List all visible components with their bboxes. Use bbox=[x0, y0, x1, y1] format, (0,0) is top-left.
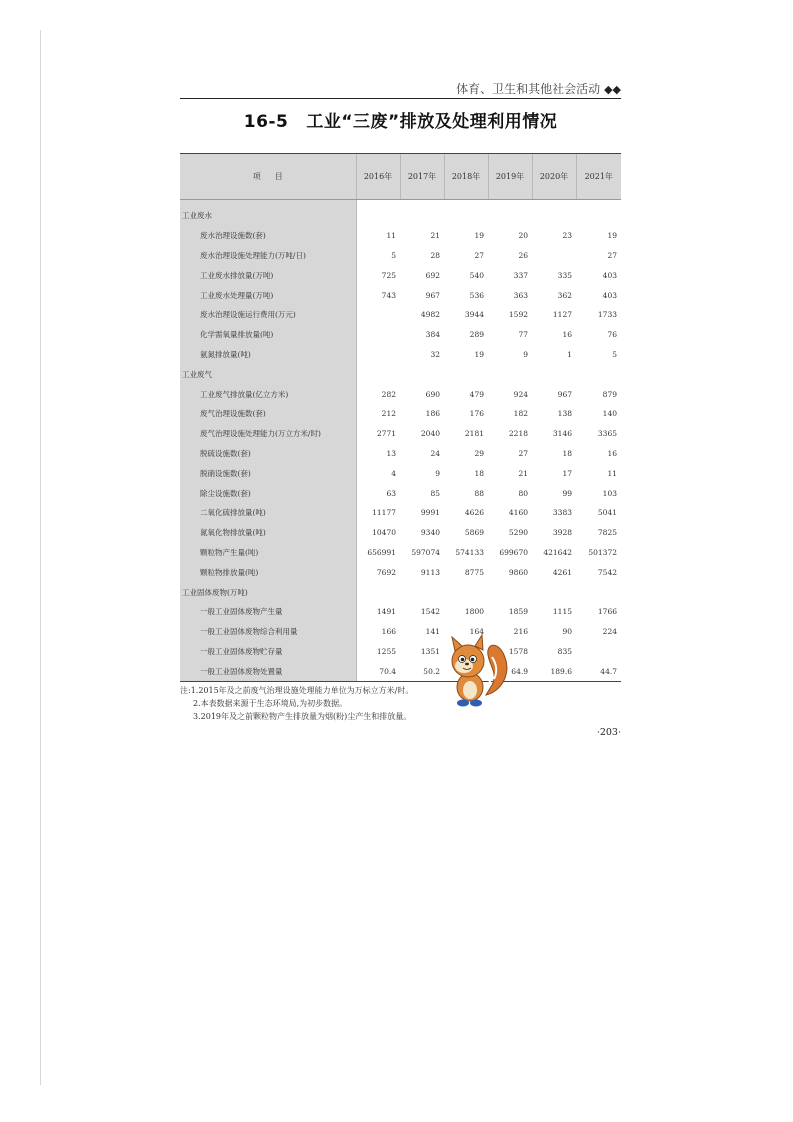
value-cell: 1800 bbox=[464, 607, 484, 617]
value-cell: 2218 bbox=[508, 429, 528, 439]
value-cell: 80 bbox=[518, 488, 528, 498]
row-label: 一般工业固体废物综合利用量 bbox=[180, 622, 356, 642]
table-row bbox=[180, 642, 621, 662]
section-header-row bbox=[180, 206, 621, 226]
year-column-header: 2017年 bbox=[400, 154, 444, 200]
table-number: 16-5 bbox=[243, 112, 289, 132]
value-cell: 4626 bbox=[464, 508, 484, 518]
value-cell: 1127 bbox=[552, 310, 572, 320]
row-label: 颗粒物产生量(吨) bbox=[180, 543, 356, 563]
value-cell: 3383 bbox=[552, 508, 572, 518]
value-cell: 540 bbox=[469, 270, 484, 280]
running-header bbox=[180, 80, 621, 98]
row-label: 废水治理设施处理能力(万吨/日) bbox=[180, 246, 356, 266]
value-cell: 9860 bbox=[508, 567, 528, 577]
table-row bbox=[180, 226, 621, 246]
value-cell: 11 bbox=[607, 468, 617, 478]
value-cell: 85 bbox=[430, 488, 440, 498]
value-cell: 11177 bbox=[372, 508, 396, 518]
value-cell: 1115 bbox=[552, 607, 572, 617]
value-cell bbox=[356, 582, 400, 602]
row-label: 脱硫设施数(套) bbox=[180, 444, 356, 464]
page-number: ·203· bbox=[596, 727, 621, 738]
value-cell: 19 bbox=[607, 231, 617, 241]
row-label: 颗粒物排放量(吨) bbox=[180, 562, 356, 582]
row-label: 废水治理设施运行费用(万元) bbox=[180, 305, 356, 325]
value-cell: 9 bbox=[435, 468, 440, 478]
table-row bbox=[180, 265, 621, 285]
value-cell: 9991 bbox=[420, 508, 440, 518]
row-label: 脱硝设施数(套) bbox=[180, 463, 356, 483]
value-cell: 2181 bbox=[464, 429, 484, 439]
value-cell: 692 bbox=[425, 270, 440, 280]
value-cell: 10470 bbox=[372, 528, 396, 538]
value-cell: 1733 bbox=[597, 310, 617, 320]
value-cell: 32 bbox=[430, 349, 440, 359]
value-cell: 1578 bbox=[508, 646, 528, 656]
value-cell: 5 bbox=[391, 250, 396, 260]
value-cell: 1542 bbox=[420, 607, 440, 617]
value-cell: 384 bbox=[425, 330, 440, 340]
table-notes bbox=[180, 684, 621, 723]
year-column-header: 2019年 bbox=[488, 154, 532, 200]
value-cell: 1766 bbox=[597, 607, 617, 617]
table-row bbox=[180, 384, 621, 404]
value-cell bbox=[400, 206, 444, 226]
value-cell: 1351 bbox=[420, 646, 440, 656]
value-cell: 21 bbox=[430, 231, 440, 241]
value-cell: 9340 bbox=[420, 528, 440, 538]
table-row bbox=[180, 325, 621, 345]
value-cell: 3928 bbox=[552, 528, 572, 538]
value-cell: 19 bbox=[474, 349, 484, 359]
value-cell: 4160 bbox=[508, 508, 528, 518]
value-cell: 9113 bbox=[420, 567, 440, 577]
row-label: 工业废水排放量(万吨) bbox=[180, 265, 356, 285]
table-row bbox=[180, 404, 621, 424]
value-cell: 4261 bbox=[552, 567, 572, 577]
table-row bbox=[180, 424, 621, 444]
value-cell: 17 bbox=[562, 468, 572, 478]
row-label: 工业废气排放量(亿立方米) bbox=[180, 384, 356, 404]
value-cell: 7692 bbox=[376, 567, 396, 577]
value-cell: 1859 bbox=[508, 607, 528, 617]
row-label: 一般工业固体废物贮存量 bbox=[180, 642, 356, 662]
value-cell bbox=[532, 582, 576, 602]
table-row bbox=[180, 562, 621, 582]
table-row bbox=[180, 661, 621, 681]
value-cell: 5290 bbox=[508, 528, 528, 538]
row-label: 工业废水处理量(万吨) bbox=[180, 285, 356, 305]
value-cell: 3146 bbox=[552, 429, 572, 439]
value-cell: 20 bbox=[518, 231, 528, 241]
year-column-header: 2018年 bbox=[444, 154, 488, 200]
value-cell: 337 bbox=[513, 270, 528, 280]
value-cell bbox=[576, 206, 621, 226]
note-line: 注:1.2015年及之前废气治理设施处理能力单位为万标立方米/时。 bbox=[180, 686, 414, 695]
value-cell: 27 bbox=[474, 250, 484, 260]
value-cell: 164 bbox=[469, 627, 484, 637]
table-row bbox=[180, 543, 621, 563]
row-label: 化学需氧量排放量(吨) bbox=[180, 325, 356, 345]
row-label: 氨氮排放量(吨) bbox=[180, 345, 356, 365]
row-label: 废气治理设施处理能力(万立方米/时) bbox=[180, 424, 356, 444]
value-cell: 924 bbox=[513, 389, 528, 399]
value-cell: 28 bbox=[430, 250, 440, 260]
value-cell: 182 bbox=[513, 409, 528, 419]
value-cell: 363 bbox=[513, 290, 528, 300]
table-row bbox=[180, 345, 621, 365]
value-cell: 11 bbox=[386, 231, 396, 241]
page-margin-line bbox=[40, 30, 41, 1085]
value-cell: 76 bbox=[607, 330, 617, 340]
value-cell: 743 bbox=[381, 290, 396, 300]
table-row bbox=[180, 305, 621, 325]
value-cell bbox=[444, 582, 488, 602]
row-label: 二氧化硫排放量(吨) bbox=[180, 503, 356, 523]
value-cell: 216 bbox=[513, 627, 528, 637]
table-row bbox=[180, 444, 621, 464]
table-row bbox=[180, 503, 621, 523]
value-cell: 88 bbox=[474, 488, 484, 498]
value-cell: 23 bbox=[562, 231, 572, 241]
section-header-row bbox=[180, 582, 621, 602]
value-cell: 16 bbox=[607, 448, 617, 458]
value-cell: 212 bbox=[381, 409, 396, 419]
value-cell: 189.6 bbox=[550, 666, 572, 676]
year-column-header: 2020年 bbox=[532, 154, 576, 200]
value-cell: 967 bbox=[557, 389, 572, 399]
value-cell bbox=[356, 364, 400, 384]
value-cell bbox=[356, 345, 400, 365]
value-cell: 103 bbox=[602, 488, 617, 498]
value-cell bbox=[356, 305, 400, 325]
value-cell bbox=[576, 642, 621, 662]
value-cell: 3365 bbox=[597, 429, 617, 439]
value-cell bbox=[576, 364, 621, 384]
value-cell bbox=[444, 206, 488, 226]
value-cell: 24 bbox=[430, 448, 440, 458]
value-cell: 4 bbox=[391, 468, 396, 478]
statistics-table bbox=[180, 154, 621, 681]
value-cell: 479 bbox=[469, 389, 484, 399]
value-cell: 5869 bbox=[464, 528, 484, 538]
header-rule bbox=[180, 98, 621, 99]
value-cell: 2040 bbox=[420, 429, 440, 439]
value-cell: 656991 bbox=[367, 547, 396, 557]
value-cell: 64.9 bbox=[511, 666, 528, 676]
value-cell bbox=[444, 364, 488, 384]
table-row bbox=[180, 602, 621, 622]
value-cell: 29 bbox=[474, 448, 484, 458]
value-cell bbox=[532, 246, 576, 266]
diamond-icon: ◆◆ bbox=[604, 83, 621, 96]
value-cell: 1 bbox=[567, 349, 572, 359]
row-label: 废水治理设施数(套) bbox=[180, 226, 356, 246]
value-cell: 597074 bbox=[411, 547, 440, 557]
table-row bbox=[180, 483, 621, 503]
value-cell: 16 bbox=[562, 330, 572, 340]
section-label: 工业废水 bbox=[180, 206, 356, 226]
year-column-header: 2016年 bbox=[356, 154, 400, 200]
value-cell: 699670 bbox=[499, 547, 528, 557]
row-label: 氮氧化物排放量(吨) bbox=[180, 523, 356, 543]
value-cell: 8775 bbox=[464, 567, 484, 577]
value-cell: 421642 bbox=[543, 547, 572, 557]
value-cell: 5 bbox=[612, 349, 617, 359]
table-body bbox=[180, 200, 621, 682]
value-cell: 5041 bbox=[597, 508, 617, 518]
value-cell: 77 bbox=[518, 330, 528, 340]
value-cell: 725 bbox=[381, 270, 396, 280]
value-cell: 289 bbox=[469, 330, 484, 340]
value-cell bbox=[400, 582, 444, 602]
table-row bbox=[180, 246, 621, 266]
value-cell: 1255 bbox=[376, 646, 396, 656]
value-cell: 574133 bbox=[455, 547, 484, 557]
value-cell bbox=[356, 206, 400, 226]
value-cell: 13 bbox=[386, 448, 396, 458]
value-cell: 1592 bbox=[508, 310, 528, 320]
value-cell: 967 bbox=[425, 290, 440, 300]
value-cell: 26 bbox=[518, 250, 528, 260]
value-cell bbox=[532, 206, 576, 226]
value-cell: 4982 bbox=[420, 310, 440, 320]
table-row bbox=[180, 523, 621, 543]
value-cell: 21 bbox=[518, 468, 528, 478]
value-cell bbox=[400, 364, 444, 384]
note-line: 2.本表数据来源于生态环境局,为初步数据。 bbox=[193, 699, 348, 708]
value-cell: 186 bbox=[425, 409, 440, 419]
value-cell: 224 bbox=[602, 627, 617, 637]
value-cell: 7542 bbox=[597, 567, 617, 577]
row-label: 废气治理设施数(套) bbox=[180, 404, 356, 424]
value-cell: 690 bbox=[425, 389, 440, 399]
value-cell: 44.7 bbox=[600, 666, 617, 676]
value-cell: 2771 bbox=[376, 429, 396, 439]
table-row bbox=[180, 622, 621, 642]
value-cell: 176 bbox=[469, 409, 484, 419]
value-cell bbox=[532, 364, 576, 384]
value-cell bbox=[488, 582, 532, 602]
value-cell: 501372 bbox=[588, 547, 617, 557]
table-row bbox=[180, 463, 621, 483]
table-row bbox=[180, 285, 621, 305]
value-cell: 879 bbox=[602, 389, 617, 399]
year-column-header: 2021年 bbox=[576, 154, 621, 200]
statistics-table-wrap bbox=[180, 153, 621, 682]
value-cell: 835 bbox=[557, 646, 572, 656]
value-cell: 50.2 bbox=[423, 666, 440, 676]
value-cell bbox=[488, 364, 532, 384]
value-cell: 18 bbox=[474, 468, 484, 478]
value-cell: 335 bbox=[557, 270, 572, 280]
value-cell: 536 bbox=[469, 290, 484, 300]
value-cell: 19 bbox=[474, 231, 484, 241]
value-cell: 1491 bbox=[376, 607, 396, 617]
value-cell: 3944 bbox=[464, 310, 484, 320]
row-label: 一般工业固体废物处置量 bbox=[180, 661, 356, 681]
table-title: 工业“三废”排放及处理利用情况 bbox=[306, 112, 558, 132]
row-label: 除尘设施数(套) bbox=[180, 483, 356, 503]
value-cell: 166 bbox=[381, 627, 396, 637]
value-cell bbox=[488, 206, 532, 226]
value-cell bbox=[576, 582, 621, 602]
value-cell: 9 bbox=[523, 349, 528, 359]
value-cell: 27 bbox=[518, 448, 528, 458]
value-cell: 27 bbox=[607, 250, 617, 260]
note-line: 3.2019年及之前颗粒物产生排放量为烟(粉)尘产生和排放量。 bbox=[193, 712, 412, 721]
value-cell: 18 bbox=[562, 448, 572, 458]
row-label: 一般工业固体废物产生量 bbox=[180, 602, 356, 622]
item-column-header: 项目 bbox=[180, 154, 356, 200]
section-header-row bbox=[180, 364, 621, 384]
section-label: 工业固体废物(万吨) bbox=[180, 582, 356, 602]
value-cell: 282 bbox=[381, 389, 396, 399]
value-cell: 140 bbox=[602, 409, 617, 419]
value-cell: 138 bbox=[557, 409, 572, 419]
value-cell: 70.4 bbox=[379, 666, 396, 676]
table-header-row bbox=[180, 154, 621, 200]
value-cell: 7825 bbox=[597, 528, 617, 538]
value-cell: 99 bbox=[562, 488, 572, 498]
value-cell: 63 bbox=[386, 488, 396, 498]
value-cell: 362 bbox=[557, 290, 572, 300]
value-cell bbox=[356, 325, 400, 345]
value-cell: 403 bbox=[602, 270, 617, 280]
value-cell: 90 bbox=[562, 627, 572, 637]
value-cell: 141 bbox=[425, 627, 440, 637]
running-header-text: 体育、卫生和其他社会活动 bbox=[456, 82, 601, 96]
section-label: 工业废气 bbox=[180, 364, 356, 384]
page-title bbox=[180, 107, 621, 132]
value-cell: 403 bbox=[602, 290, 617, 300]
